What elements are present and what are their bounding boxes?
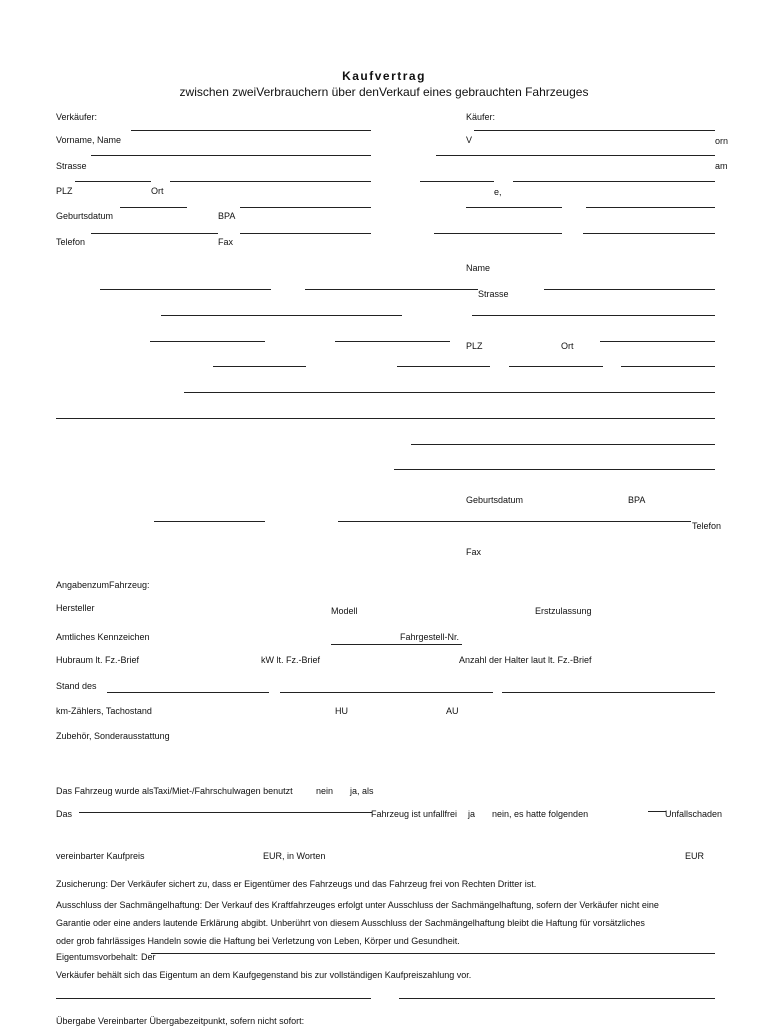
buyer-heading: Käufer: [466, 112, 496, 122]
seller-birthdate-field[interactable] [91, 233, 218, 234]
blank-line-2c[interactable] [600, 341, 715, 342]
seller-phone-field[interactable] [100, 289, 271, 290]
ownership-der: Der [141, 952, 156, 962]
seller-street-field-a[interactable] [75, 181, 151, 182]
accessories-label: Zubehör, Sonderausstattung [56, 731, 170, 741]
seller-name-label: Vorname, Name [56, 135, 122, 145]
buyer-city-label: Ort [561, 341, 574, 351]
seller-zip-field[interactable] [120, 207, 187, 208]
manufacturer-label: Hersteller [56, 603, 95, 613]
seller-street-field-b[interactable] [170, 181, 371, 182]
blank-line-5[interactable] [56, 418, 715, 419]
buyer-phone-label: Telefon [692, 521, 722, 531]
buyer-fax-label: Fax [466, 547, 482, 557]
mileage-label: km-Zählers, Tachostand [56, 706, 152, 716]
buyer-street-field[interactable] [472, 315, 715, 316]
owners-count-field[interactable] [502, 692, 715, 693]
ownership-title: Eigentumsvorbehalt: [56, 952, 139, 962]
warranty-text-3: oder grob fahrlässiges Handeln sowie die Haftung bei Verletzung von Leben, Körper und Gesundheit. [56, 936, 460, 946]
displacement-label: Hubraum lt. Fz.-Brief [56, 655, 140, 665]
seller-heading-line[interactable] [131, 130, 371, 131]
chassis-number-label: Fahrgestell-Nr. [400, 632, 460, 642]
blank-line-2b[interactable] [335, 341, 450, 342]
warranty-text-2: Garantie oder eine anders lautende Erklärung abgibt. Unberührt von diesem Ausschluss der Sachmängelhaftung bleibt die Haftung für vorsätzliches [56, 918, 645, 928]
buyer-name-field-2[interactable] [544, 289, 715, 290]
buyer-zip-label: PLZ [466, 341, 483, 351]
buyer-birthdate-label: Geburtsdatum [466, 495, 524, 505]
warranty-clause [56, 896, 726, 950]
taxi-usage-text: Das Fahrzeug wurde alsTaxi/Miet-/Fahrschulwagen benutzt [56, 786, 293, 796]
blank-line-3a[interactable] [213, 366, 306, 367]
buyer-name-label: Name [466, 263, 491, 273]
taxi-usage-field[interactable] [79, 812, 372, 813]
document-subtitle: zwischen zweiVerbrauchern über denVerkauf eines gebrauchten Fahrzeuges [179, 85, 589, 99]
seller-city-field[interactable] [240, 207, 371, 208]
model-label: Modell [331, 606, 358, 616]
buyer-fragment-e: e, [494, 187, 502, 197]
accident-das: Das [56, 809, 73, 819]
accident-damage-label: Unfallschaden [665, 809, 723, 819]
seller-id-label: BPA [218, 211, 236, 221]
blank-line-2a[interactable] [150, 341, 265, 342]
au-label: AU [446, 706, 459, 716]
buyer-name-field[interactable] [436, 155, 715, 156]
price-in-words-label: EUR, in Worten [263, 851, 326, 861]
assurance-text: Der Verkäufer sichert zu, dass er Eigentümer des Fahrzeugs und das Fahrzeug frei von Rechten Dritter ist. [110, 879, 537, 889]
ownership-text: Verkäufer behält sich das Eigentum an dem Kaufgegenstand bis zur vollständigen Kaufpreiszahlung vor. [56, 970, 472, 980]
blank-line-1[interactable] [161, 315, 402, 316]
blank-line-7[interactable] [394, 469, 715, 470]
seller-zip-label: PLZ [56, 186, 73, 196]
buyer-street-field-b[interactable] [513, 181, 715, 182]
blank-line-6[interactable] [411, 444, 715, 445]
seller-id-field[interactable] [240, 233, 371, 234]
taxi-usage-no[interactable]: nein [316, 786, 334, 796]
signature-line-buyer[interactable] [399, 998, 715, 999]
warranty-title: Ausschluss der Sachmängelhaftung: [56, 900, 203, 910]
buyer-heading-line[interactable] [474, 130, 715, 131]
blank-line-4[interactable] [184, 392, 715, 393]
buyer-fragment-am: am [715, 161, 728, 171]
accident-damage-field[interactable] [648, 811, 666, 812]
buyer-id-label: BPA [628, 495, 646, 505]
taxi-usage-yes[interactable]: ja, als [350, 786, 374, 796]
seller-fax-label: Fax [218, 237, 234, 247]
seller-phone-label: Telefon [56, 237, 86, 247]
buyer-zip-field[interactable] [466, 207, 562, 208]
buyer-birthdate-field[interactable] [434, 233, 562, 234]
buyer-street-field-a[interactable] [420, 181, 494, 182]
accident-free-text: Fahrzeug ist unfallfrei [371, 809, 458, 819]
owners-count-label: Anzahl der Halter laut lt. Fz.-Brief [459, 655, 592, 665]
assurance-title: Zusicherung: [56, 879, 109, 889]
seller-street-label: Strasse [56, 161, 87, 171]
chassis-number-field[interactable] [331, 644, 462, 645]
handover-text: Übergabe Vereinbarter Übergabezeitpunkt, sofern nicht sofort: [56, 1016, 305, 1026]
kw-field[interactable] [280, 692, 493, 693]
seller-fax-field[interactable] [305, 289, 478, 290]
kw-label: kW lt. Fz.-Brief [261, 655, 320, 665]
blank-line-8a[interactable] [154, 521, 265, 522]
blank-line-3c[interactable] [509, 366, 603, 367]
blank-line-8b[interactable] [338, 521, 691, 522]
seller-heading: Verkäufer: [56, 112, 98, 122]
displacement-field[interactable] [107, 692, 269, 693]
buyer-street-label: Strasse [478, 289, 509, 299]
seller-birthdate-label: Geburtsdatum [56, 211, 114, 221]
stand-label: Stand des [56, 681, 97, 691]
blank-line-3b[interactable] [397, 366, 490, 367]
document-title: Kaufvertrag [342, 69, 426, 83]
first-registration-label: Erstzulassung [535, 606, 592, 616]
accident-free-no[interactable]: nein, es hatte folgenden [492, 809, 589, 819]
signature-line-seller[interactable] [56, 998, 371, 999]
warranty-line-1 [56, 896, 726, 914]
hu-label: HU [335, 706, 348, 716]
assurance-clause [56, 875, 726, 893]
buyer-fragment-orn: orn [715, 136, 729, 146]
price-label: vereinbarter Kaufpreis [56, 851, 145, 861]
buyer-fragment-v: V [466, 135, 473, 145]
vehicle-heading: AngabenzumFahrzeug: [56, 580, 150, 590]
buyer-city-field[interactable] [586, 207, 715, 208]
seller-name-field[interactable] [91, 155, 371, 156]
buyer-id-field[interactable] [583, 233, 715, 234]
ownership-field[interactable] [151, 953, 715, 954]
seller-city-label: Ort [151, 186, 164, 196]
accident-free-yes[interactable]: ja [468, 809, 476, 819]
price-currency: EUR [685, 851, 705, 861]
warranty-text-1: Der Verkauf des Kraftfahrzeuges erfolgt unter Ausschluss der Sachmängelhaftung, sofern der Verkäufer nicht eine [204, 900, 659, 910]
blank-line-3d[interactable] [621, 366, 715, 367]
license-plate-label: Amtliches Kennzeichen [56, 632, 150, 642]
